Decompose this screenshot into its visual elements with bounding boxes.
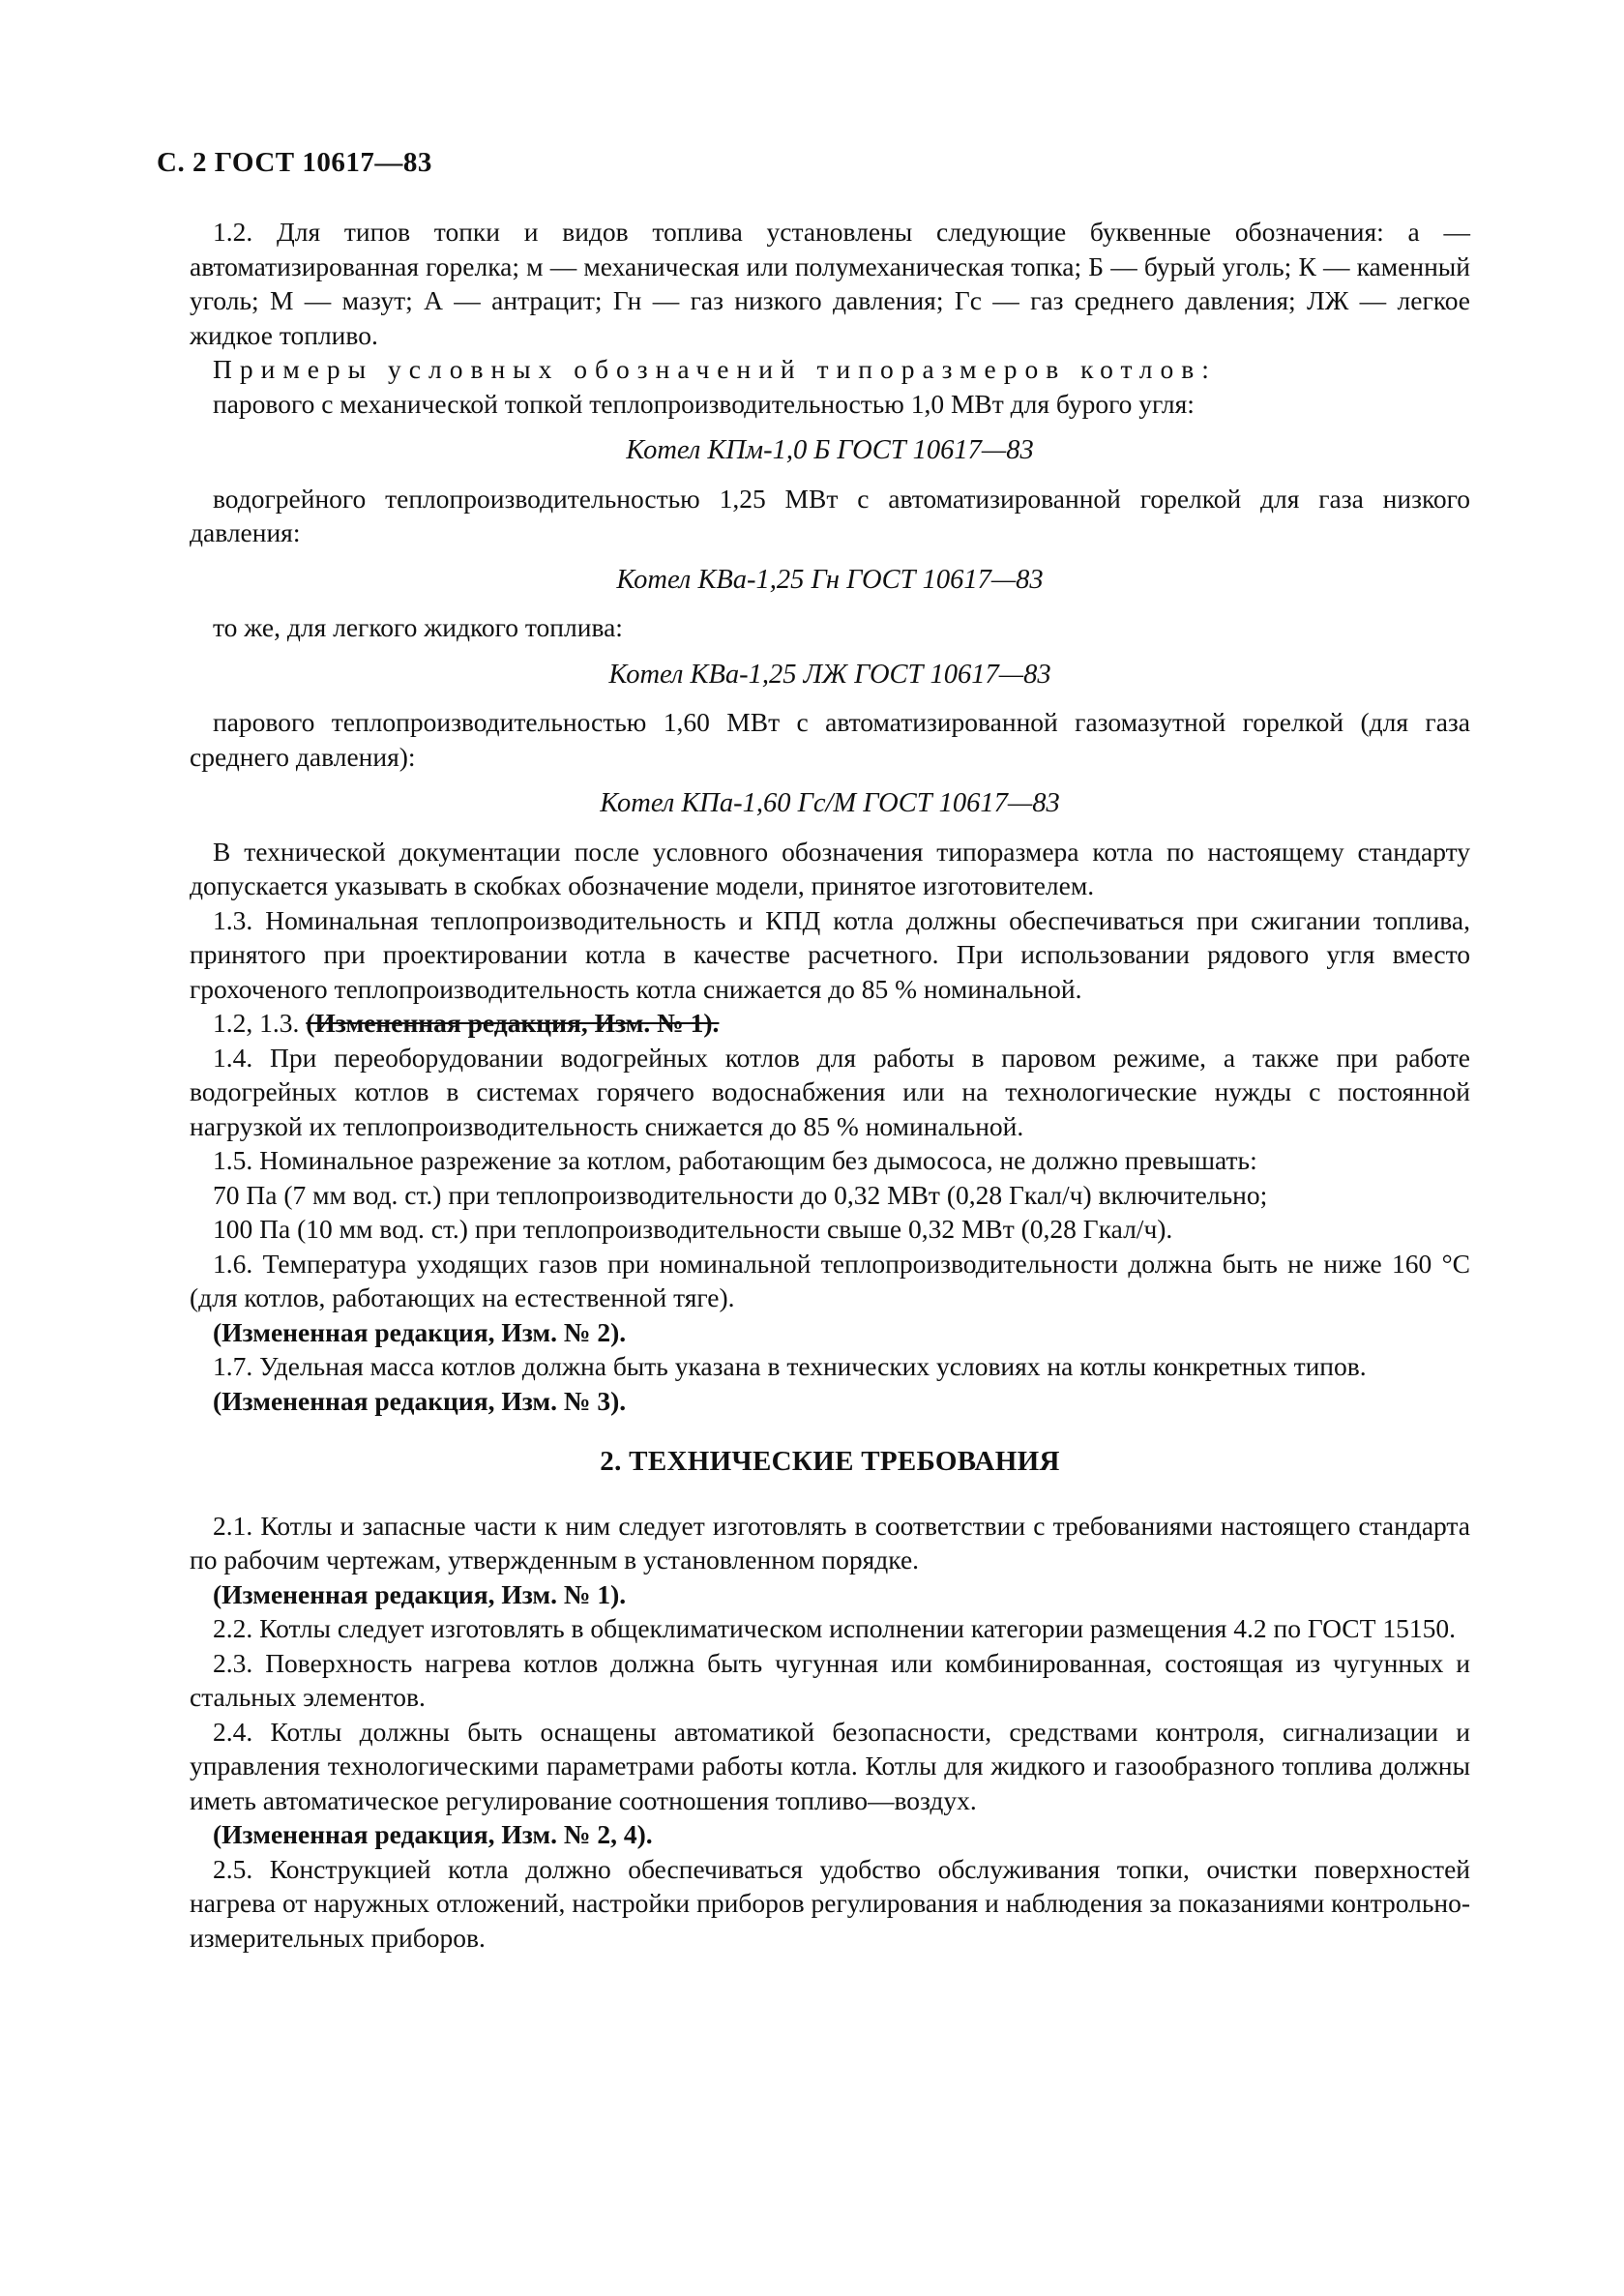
edition-note-1-2-1-3 [190,1006,1470,1041]
paragraph-2-5: 2.5. Конструкцией котла должно обеспечиваться удобство обслуживания топки, очистки поверхностей нагрева от наружных отложений, настройки приборов регулирования и наблюдения за показаниями контрольно-измерительных приборов. [190,1853,1470,1953]
example-3-designation: Котел КВа-1,25 ЛЖ ГОСТ 10617—83 [608,659,1051,690]
section-2-title: 2. ТЕХНИЧЕСКИЕ ТРЕБОВАНИЯ [600,1446,1060,1477]
paragraph-1-5-a: 70 Па (7 мм вод. ст.) при теплопроизводительности до 0,32 МВт (0,28 Гкал/ч) включительно; [213,1179,1268,1210]
document-body [190,215,1470,1955]
paragraph-1-3: 1.3. Номинальная теплопроизводительность и КПД котла должны обеспечиваться при сжигании топлива, принятого при проектировании котла в качестве расчетного. При использовании рядового угля вместо грохоченого теплопроизводительность котла снижается до 85 % номинальной. [190,904,1470,1004]
techdoc-paragraph: В технической документации после условного обозначения типоразмера котла по настоящему стандарту допускается указывать в скобках обозначение модели, принятое изготовителем. [190,836,1470,900]
edition-note-struck: (Измененная редакция, Изм. № 1). [306,1008,720,1038]
example-1-designation: Котел КПм-1,0 Б ГОСТ 10617—83 [626,435,1034,465]
example-4-designation: Котел КПа-1,60 Гс/М ГОСТ 10617—83 [600,788,1060,818]
page-header: С. 2 ГОСТ 10617—83 [157,147,432,178]
paragraph-1-4: 1.4. При переоборудовании водогрейных котлов для работы в паровом режиме, а также при работе водогрейных котлов в системах горячего водоснабжения или на технологические нужды с постоянной нагрузкой их теплопроизводительность снижается до 85 % номинальной. [190,1042,1470,1141]
edition-note-3: (Измененная редакция, Изм. № 3). [213,1385,627,1416]
edition-note-1: (Измененная редакция, Изм. № 1). [213,1578,627,1609]
example-3-text: то же, для легкого жидкого топлива: [213,612,623,642]
paragraph-1-6: 1.6. Температура уходящих газов при номинальной теплопроизводительности должна быть не ниже 160 °С (для котлов, работающих на естественной тяге). [190,1248,1470,1312]
paragraph-2-3: 2.3. Поверхность нагрева котлов должна быть чугунная или комбинированная, состоящая из чугунных и стальных элементов. [190,1647,1470,1712]
paragraph-1-5-b: 100 Па (10 мм вод. ст.) при теплопроизводительности свыше 0,32 МВт (0,28 Гкал/ч). [213,1214,1173,1244]
edition-note-2: (Измененная редакция, Изм. № 2). [213,1316,627,1347]
example-4-text: парового теплопроизводительностью 1,60 МВт с автоматизированной газомазутной горелкой (для газа среднего давления): [190,707,1470,772]
examples-heading: Примеры условных обозначений типоразмеров котлов: [213,354,1217,384]
example-1-text: парового с механической топкой теплопроизводительностью 1,0 МВт для бурого угля: [213,388,1195,419]
edition-note-2-4: (Измененная редакция, Изм. № 2, 4). [213,1819,653,1849]
paragraph-2-2: 2.2. Котлы следует изготовлять в общеклиматическом исполнении категории размещения 4.2 по ГОСТ 15150. [213,1613,1456,1643]
paragraph-1-7: 1.7. Удельная масса котлов должна быть указана в технических условиях на котлы конкретных типов. [213,1351,1367,1381]
edition-note-prefix: 1.2, 1.3. [213,1008,300,1038]
paragraph-1-2: 1.2. Для типов топки и видов топлива установлены следующие буквенные обозначения: а — автоматизированная горелка; м — механическая или полумеханическая топка; Б — бурый уголь; К — каменный уголь; М — мазут; А — антрацит; Гн — газ низкого давления; Гс — газ среднего давления; ЛЖ — легкое жидкое топливо. [190,217,1470,350]
paragraph-2-4: 2.4. Котлы должны быть оснащены автоматикой безопасности, средствами контроля, сигнализации и управления технологическими параметрами работы котла. Котлы для жидкого и газообразного топлива должны иметь автоматическое регулирование соотношения топливо—воздух. [190,1716,1470,1815]
example-2-designation: Котел КВа-1,25 Гн ГОСТ 10617—83 [616,564,1044,595]
paragraph-1-5: 1.5. Номинальное разрежение за котлом, работающим без дымососа, не должно превышать: [213,1145,1257,1175]
example-2-text: водогрейного теплопроизводительностью 1,25 МВт с автоматизированной горелкой для газа низкого давления: [190,483,1470,547]
paragraph-2-1: 2.1. Котлы и запасные части к ним следует изготовлять в соответствии с требованиями настоящего стандарта по рабочим чертежам, утвержденным в установленном порядке. [190,1510,1470,1575]
